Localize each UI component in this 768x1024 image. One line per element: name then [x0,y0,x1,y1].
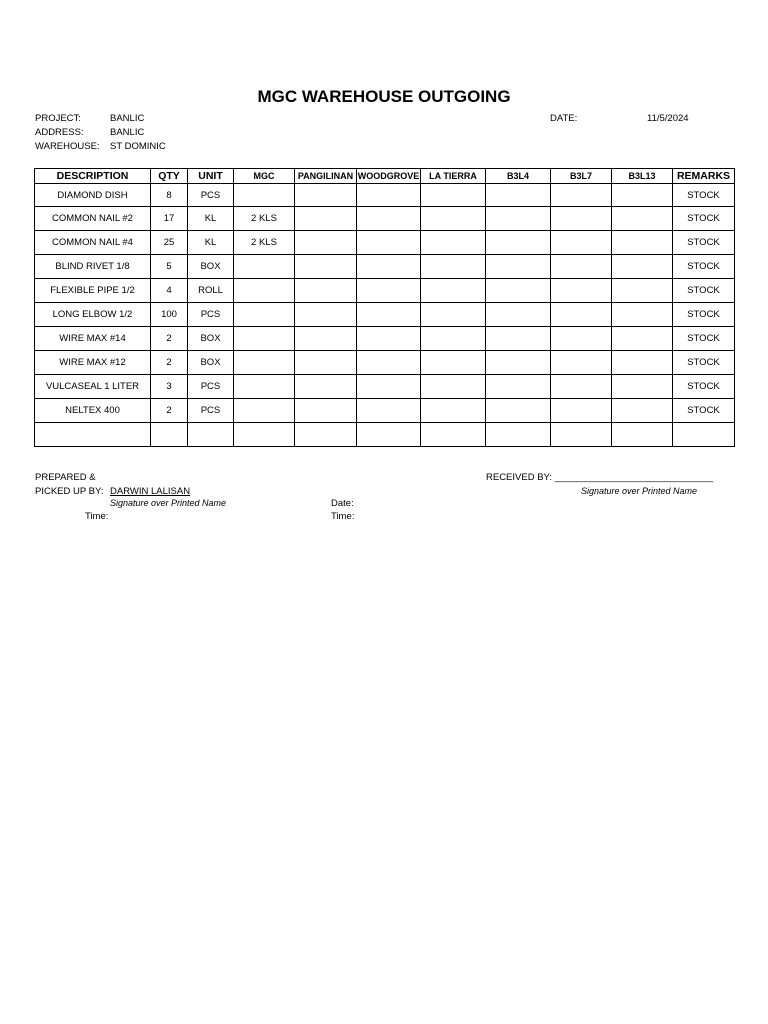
table-cell [612,351,673,375]
table-cell: BOX [188,255,234,279]
table-cell: STOCK [673,399,735,423]
table-cell [612,255,673,279]
table-cell: STOCK [673,207,735,231]
table-cell: LONG ELBOW 1/2 [35,303,151,327]
table-cell [234,327,295,351]
table-cell [612,399,673,423]
table-cell [551,231,612,255]
table-cell: 2 KLS [234,231,295,255]
table-cell: BLIND RIVET 1/8 [35,255,151,279]
page-title: MGC WAREHOUSE OUTGOING [257,87,511,106]
table-cell: STOCK [673,351,735,375]
picked-up-name: DARWIN LALISAN [110,486,191,497]
table-cell [551,423,612,447]
time-mid-label: Time: [331,511,355,522]
table-cell [357,207,421,231]
table-cell [612,375,673,399]
table-cell [421,279,486,303]
picked-up-label: PICKED UP BY: [35,486,104,497]
table-cell [486,255,551,279]
table-cell: 3 [151,375,188,399]
warehouse-value: ST DOMINIC [110,141,166,152]
table-cell: 8 [151,184,188,207]
table-cell [486,231,551,255]
table-cell [421,303,486,327]
table-cell [421,207,486,231]
table-cell [295,399,357,423]
table-cell [151,423,188,447]
table-cell: DIAMOND DISH [35,184,151,207]
table-cell [673,423,735,447]
col-header-unit: UNIT [188,169,234,184]
table-cell [188,423,234,447]
col-header-qty: QTY [151,169,188,184]
table-cell [357,184,421,207]
table-row [35,231,735,255]
table-cell [234,303,295,327]
table-cell [295,255,357,279]
table-cell [357,423,421,447]
table-cell [551,303,612,327]
table-cell: STOCK [673,303,735,327]
table-cell [35,423,151,447]
table-cell [357,351,421,375]
table-row [35,375,735,399]
table-cell: FLEXIBLE PIPE 1/2 [35,279,151,303]
table-cell [551,327,612,351]
warehouse-label: WAREHOUSE: [35,141,100,152]
col-header-mgc: MGC [234,169,295,184]
table-cell: PCS [188,184,234,207]
table-cell [486,375,551,399]
table-cell [295,351,357,375]
table-cell: BOX [188,351,234,375]
table-row [35,327,735,351]
table-cell: 4 [151,279,188,303]
table-cell [612,327,673,351]
signature-caption-right: Signature over Printed Name [581,486,698,496]
table-cell [357,279,421,303]
table-cell [421,184,486,207]
table-header-row [35,169,735,184]
table-cell [357,231,421,255]
table-cell [486,351,551,375]
col-header-la-tierra: LA TIERRA [421,169,486,184]
table-cell [421,327,486,351]
date-mid-label: Date: [331,498,354,509]
table-cell: 25 [151,231,188,255]
table-cell [612,231,673,255]
table-cell [357,399,421,423]
table-cell [357,375,421,399]
table-cell [551,184,612,207]
col-header-description: DESCRIPTION [35,169,151,184]
table-cell [234,351,295,375]
table-cell [295,207,357,231]
table-cell [551,207,612,231]
table-cell: NELTEX 400 [35,399,151,423]
table-cell: 5 [151,255,188,279]
table-cell [234,184,295,207]
table-cell: COMMON NAIL #4 [35,231,151,255]
table-cell [357,303,421,327]
table-cell [486,399,551,423]
table-cell [551,351,612,375]
table-cell [295,375,357,399]
table-cell: STOCK [673,375,735,399]
table-cell: ROLL [188,279,234,303]
table-cell [234,375,295,399]
col-header-pangilinan: PANGILINAN [295,169,357,184]
table-cell: STOCK [673,279,735,303]
table-row [35,207,735,231]
table-cell [486,207,551,231]
table-cell: COMMON NAIL #2 [35,207,151,231]
col-header-woodgrove: WOODGROVE [357,169,421,184]
table-cell [295,231,357,255]
table-cell [551,255,612,279]
table-row [35,279,735,303]
table-cell: STOCK [673,255,735,279]
table-cell: 2 [151,327,188,351]
project-label: PROJECT: [35,113,81,124]
table-cell [551,375,612,399]
table-cell [295,327,357,351]
table-cell [421,423,486,447]
table-cell: 2 KLS [234,207,295,231]
table-cell [486,327,551,351]
table-cell [421,399,486,423]
table-cell: PCS [188,375,234,399]
table-cell [612,184,673,207]
table-cell [421,375,486,399]
col-header-b3l7: B3L7 [551,169,612,184]
table-cell: KL [188,207,234,231]
table-cell [295,184,357,207]
address-value: BANLIC [110,127,145,138]
table-row [35,303,735,327]
table-cell [357,327,421,351]
table-cell [551,399,612,423]
signature-caption-left: Signature over Printed Name [110,498,227,508]
table-cell [421,231,486,255]
table-cell: 100 [151,303,188,327]
table-cell [234,399,295,423]
table-row [35,351,735,375]
table-cell [234,255,295,279]
table-row [35,399,735,423]
table-cell [357,255,421,279]
address-label: ADDRESS: [35,127,84,138]
col-header-remarks: REMARKS [673,169,735,184]
table-cell: WIRE MAX #12 [35,351,151,375]
table-cell: STOCK [673,327,735,351]
table-cell: 17 [151,207,188,231]
table-cell: 2 [151,351,188,375]
table-cell [612,207,673,231]
table-cell: BOX [188,327,234,351]
table-row [35,184,735,207]
time-left-label: Time: [85,511,109,522]
date-label: DATE: [550,113,578,124]
prepared-label: PREPARED & [35,472,96,483]
table-cell [612,303,673,327]
table-cell [234,423,295,447]
table-cell: KL [188,231,234,255]
table-cell: PCS [188,303,234,327]
table-cell [612,423,673,447]
table-cell [421,255,486,279]
table-row [35,255,735,279]
col-header-b3l13: B3L13 [612,169,673,184]
table-cell: PCS [188,399,234,423]
table-cell [234,279,295,303]
table-cell [486,423,551,447]
table-cell: STOCK [673,231,735,255]
table-row [35,423,735,447]
table-cell [295,303,357,327]
col-header-b3l4: B3L4 [486,169,551,184]
table-cell [612,279,673,303]
table-cell: 2 [151,399,188,423]
table-cell: STOCK [673,184,735,207]
table-cell [295,423,357,447]
outgoing-items-table [34,168,735,447]
table-cell [486,279,551,303]
table-cell [421,351,486,375]
date-value: 11/5/2024 [647,113,689,124]
received-by-label: RECEIVED BY: ______________________________ [486,472,714,483]
table-cell [486,184,551,207]
table-cell [295,279,357,303]
table-cell [551,279,612,303]
project-value: BANLIC [110,113,145,124]
table-cell: VULCASEAL 1 LITER [35,375,151,399]
table-cell: WIRE MAX #14 [35,327,151,351]
table-cell [486,303,551,327]
